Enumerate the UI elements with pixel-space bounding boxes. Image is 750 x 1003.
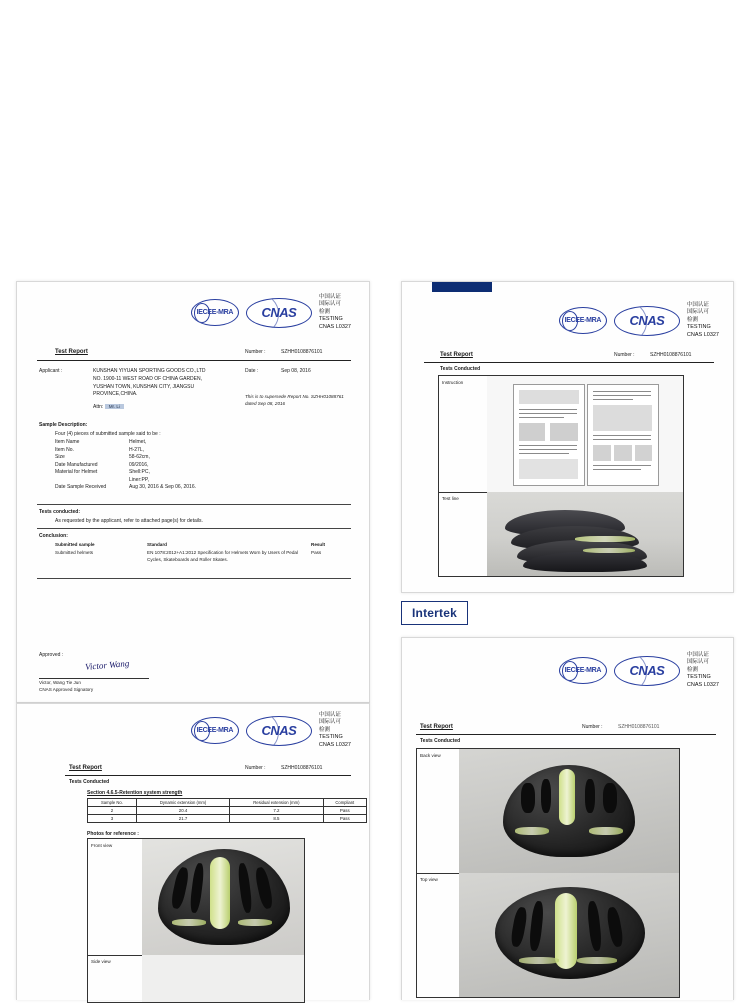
signature-line	[39, 678, 149, 679]
iecee-label: IECEE-MRA	[196, 726, 234, 735]
iecee-mra-icon	[191, 717, 239, 744]
back-view-photo	[459, 749, 679, 874]
table-header-row	[88, 799, 367, 807]
retention-table	[87, 798, 367, 823]
sample-field-row: Date Manufactured 09/2016,	[55, 461, 149, 468]
sample-field-row: Item Name Helmet,	[55, 439, 147, 445]
iecee-mra-icon	[559, 307, 607, 334]
report-page-2	[401, 281, 734, 593]
front-view-photo	[142, 839, 304, 956]
top-view-photo	[459, 873, 679, 997]
row-label-cell-frontview	[88, 839, 143, 956]
divider-3	[37, 528, 351, 529]
cnas-label: CNAS	[261, 305, 297, 321]
page-title-2: Test Report	[440, 352, 473, 358]
row-caption-frontview: Front view	[91, 843, 113, 848]
instruction-photo	[487, 376, 683, 493]
number-value-4: SZHH0108876101	[618, 724, 660, 730]
sample-description-label: Sample Description:	[39, 422, 88, 428]
cnas-label: CNAS	[629, 663, 665, 679]
accreditation-logos-4	[559, 652, 719, 689]
applicant-label: Applicant :	[39, 368, 63, 374]
sample-field-row: Material for Helmet Shell:PC,	[55, 469, 150, 475]
divider-1	[37, 360, 351, 361]
row-caption-instruction: Instruction	[442, 380, 464, 385]
divider-5	[424, 362, 714, 363]
date-label: Date :	[245, 368, 259, 374]
attn-value-redacted: Mr. Li	[105, 404, 124, 409]
sample-fields	[55, 439, 295, 492]
th-dynamic-extension: Dynamic extension (mm)	[136, 799, 229, 807]
iecee-label: IECEE-MRA	[564, 666, 602, 675]
report-page-3	[16, 703, 370, 1000]
supersede-note: This is to supersede Report No. SZHH01088761 dated Sep 08, 2016	[245, 394, 344, 406]
cnas-chinese-text: 中国认证 国际认可 检测 TESTING CNAS L0327	[318, 712, 351, 748]
evidence-grid-3	[87, 838, 305, 1003]
number-label-1: Number :	[245, 349, 266, 355]
evidence-grid-2	[438, 375, 684, 577]
instruction-sheet-right	[587, 384, 659, 486]
th-residual-extension: Residual extension (mm)	[230, 799, 323, 807]
table-row: 2 20.4 7.2 Pass	[88, 807, 367, 815]
row-caption-topview: Top view	[420, 877, 438, 882]
table-row: 3 21.7 8.5 Pass	[88, 815, 367, 823]
photos-label: Photos for reference :	[87, 831, 139, 837]
divider-4	[37, 578, 351, 579]
row-label-cell-testline	[439, 492, 488, 576]
number-value-3: SZHH0108876101	[281, 765, 323, 771]
number-label-4: Number :	[582, 724, 603, 730]
cnas-icon	[614, 306, 680, 336]
cnas-chinese-text: 中国认证 国际认可 检测 TESTING CNAS L0327	[686, 652, 719, 688]
applicant-address: KUNSHAN YIYUAN SPORTING GOODS CO.,LTD NO. 1900-11 WEST ROAD OF CHINA GARDEN, YUSHAN TOWN, KUNSHAN CITY, JIANGSU PROVINCE,CHINA.	[93, 368, 206, 398]
cnas-label: CNAS	[261, 723, 297, 739]
tests-conducted-label-1: Tests conducted:	[39, 509, 81, 515]
row-caption-backview: Back view	[420, 753, 441, 758]
sample-field-row: Item No. H-27L,	[55, 446, 145, 453]
iecee-label: IECEE-MRA	[196, 308, 234, 317]
approved-label: Approved :	[39, 652, 64, 658]
iecee-mra-icon	[559, 657, 607, 684]
section-title-3: Section 4.6.5-Retention system strength	[87, 790, 183, 796]
divider-2	[37, 504, 351, 505]
cnas-chinese-text: 中国认证 国际认可 检测 TESTING CNAS L0327	[686, 302, 719, 338]
page-title-1: Test Report	[55, 349, 88, 355]
sample-field-row: Size 58-62cm,	[55, 454, 150, 460]
signer-title: CNAS Approved Signatory	[39, 687, 94, 692]
number-value-1: SZHH0108876101	[281, 349, 323, 355]
accreditation-logos-1	[191, 294, 351, 331]
divider-7	[65, 775, 351, 776]
cnas-icon	[246, 298, 312, 328]
th-sample-no: Sample No.	[88, 799, 137, 807]
evidence-grid-4	[416, 748, 680, 998]
page-title-3: Test Report	[69, 765, 102, 771]
th-compliant: Compliant	[323, 799, 366, 807]
tests-conducted-text: As requested by the applicant, refer to attached page(s) for details.	[55, 518, 203, 524]
row-caption-testline: Test line	[442, 496, 459, 501]
page-title-4: Test Report	[420, 724, 453, 730]
cnas-icon	[246, 716, 312, 746]
signer-name: Victor, Wang Tie Jun	[39, 680, 81, 685]
intertek-logo-block	[401, 601, 481, 629]
report-page-4	[401, 637, 734, 1000]
testline-photo	[487, 492, 683, 576]
signature-mark: Victor Wang	[84, 658, 130, 672]
tests-conducted-label-4: Tests Conducted	[420, 738, 461, 744]
row-label-cell-topview	[417, 873, 460, 997]
sample-field-row: Date Sample Received Aug 30, 2016 & Sep 06, 2016.	[55, 484, 196, 490]
number-label-3: Number :	[245, 765, 266, 771]
tests-conducted-label-3: Tests Conducted	[69, 779, 110, 785]
conclusion-table-header: Submitted sample Standard Result	[55, 542, 326, 547]
intertek-label: Intertek	[401, 601, 468, 625]
accreditation-logos-2	[559, 302, 719, 339]
sample-field-row: Liner:PP,	[129, 476, 149, 483]
header-accent-bar	[432, 282, 492, 292]
cnas-label: CNAS	[629, 313, 665, 329]
report-page-1	[16, 281, 370, 703]
row-label-cell-backview	[417, 749, 460, 874]
row-label-cell-sideview	[88, 955, 143, 1002]
tests-conducted-label-2: Tests Conducted	[440, 366, 481, 372]
side-view-photo	[142, 955, 304, 1002]
instruction-sheet-left	[513, 384, 585, 486]
row-label-cell-instruction	[439, 376, 488, 493]
number-value-2: SZHH0108876101	[650, 352, 692, 358]
attn-row	[93, 404, 124, 410]
iecee-mra-icon	[191, 299, 239, 326]
cnas-icon	[614, 656, 680, 686]
date-value: Sep 08, 2016	[281, 368, 311, 374]
row-caption-sideview: Side view	[91, 959, 111, 964]
attn-label: Attn:	[93, 404, 104, 410]
accreditation-logos-3	[191, 712, 351, 749]
conclusion-label: Conclusion:	[39, 533, 68, 539]
conclusion-table-row: Submitted helmets EN 1078:2012+A1:2012 Specification for Helmets Worn by Users of Pedal Cycles, Skateboards and Roller Skates. Pass	[55, 550, 322, 562]
sample-description-intro: Four (4) pieces of submitted sample said to be :	[55, 431, 161, 437]
divider-6	[416, 734, 716, 735]
iecee-label: IECEE-MRA	[564, 316, 602, 325]
number-label-2: Number :	[614, 352, 635, 358]
cnas-chinese-text: 中国认证 国际认可 检测 TESTING CNAS L0327	[318, 294, 351, 330]
